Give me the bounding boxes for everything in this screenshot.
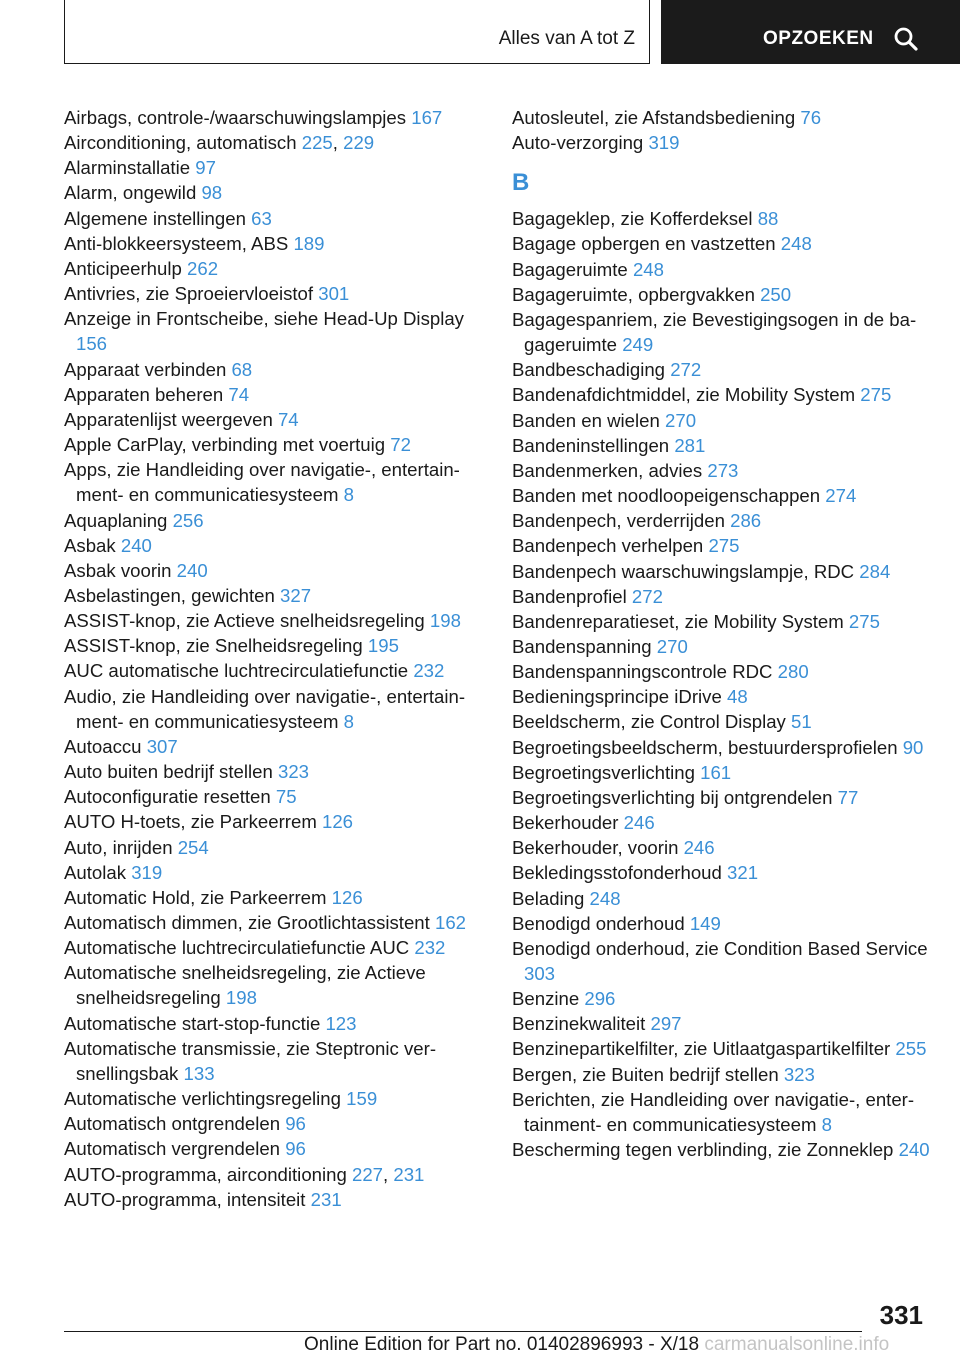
index-entry-term: Autoconfiguratie resetten [64, 786, 271, 808]
index-column-left [64, 105, 484, 1212]
index-entry [64, 860, 484, 885]
page-link[interactable]: 8 [343, 484, 354, 506]
index-entry [64, 658, 484, 683]
index-entry-term: Automatic Hold, zie Parkeerrem [64, 886, 327, 908]
index-entry [512, 584, 932, 609]
index-entry [64, 306, 484, 356]
index-entry-term: Bekerhouder, voorin [512, 837, 679, 859]
page-link[interactable]: 161 [700, 761, 732, 783]
index-entry-term: Asbak voorin [64, 559, 172, 581]
index-entry [64, 633, 484, 658]
index-entry-term: Begroetingsverlichting [512, 761, 695, 783]
index-entry-term: Benzine [512, 988, 580, 1010]
page-link[interactable]: 248 [780, 233, 812, 255]
page-link[interactable]: 227 [351, 1163, 384, 1185]
index-entry [64, 357, 484, 382]
footer-edition [304, 1334, 889, 1356]
index-entry [512, 860, 932, 885]
index-entry [512, 105, 932, 130]
index-entry-term: Automatische transmissie, zie Steptronic versnellingsbak [64, 1037, 437, 1084]
index-entry-term: Bandenspanningscontrole RDC [512, 661, 773, 683]
page-link[interactable]: 274 [825, 485, 857, 507]
index-entry-term: Anticipeerhulp [64, 257, 182, 279]
index-entry [512, 257, 932, 282]
page-link[interactable]: 48 [726, 686, 748, 708]
page-link[interactable]: 273 [707, 459, 739, 481]
page-link[interactable]: 74 [228, 383, 250, 405]
index-entry-term: Bagageruimte, opbergvakken [512, 283, 755, 305]
page-link[interactable]: 286 [730, 510, 762, 532]
page-link[interactable]: 297 [650, 1013, 682, 1035]
page-link[interactable]: 281 [674, 434, 706, 456]
index-entry-term: Audio, zie Handleiding over navigatie-, entertainment- en communicatiesysteem [64, 685, 466, 732]
page-link[interactable]: 232 [413, 660, 445, 682]
index-entry [512, 684, 932, 709]
index-entry-term: Bandenreparatieset, zie Mobility System [512, 610, 844, 632]
index-entry-term: Asbelastingen, gewichten [64, 584, 275, 606]
page-link[interactable]: 51 [791, 711, 812, 733]
page-link[interactable]: 272 [670, 359, 702, 381]
index-entry-term: Apparaten beheren [64, 383, 224, 405]
index-entry [512, 609, 932, 634]
page-link[interactable]: 232 [414, 937, 446, 959]
page-link[interactable]: 275 [708, 535, 740, 557]
page-link[interactable]: 296 [584, 988, 616, 1010]
letter-heading: B [512, 169, 530, 197]
page-link[interactable]: 275 [848, 610, 880, 632]
index-entry-term: Bandenpech verhelpen [512, 535, 704, 557]
index-entry-term: Bedieningsprincipe iDrive [512, 686, 722, 708]
index-entry [512, 760, 932, 785]
index-entry-term: Bandenpech waarschuwingslampje, RDC [512, 560, 855, 582]
page-link[interactable]: 272 [631, 585, 663, 607]
index-entry-term: Banden met noodloopeigenschappen [512, 485, 821, 507]
index-entry [512, 1137, 932, 1162]
index-entry-term: Bekerhouder [512, 812, 619, 834]
index-entry [512, 1011, 932, 1036]
page-separator: , [383, 1163, 389, 1185]
index-entry [64, 432, 484, 457]
index-entry [64, 206, 484, 231]
index-entry-term: ASSIST-knop, zie Snelheidsregeling [64, 635, 363, 657]
page-link[interactable]: 248 [632, 258, 664, 280]
index-entry [64, 1187, 484, 1212]
tab-index-a-to-z[interactable] [64, 0, 650, 64]
index-entry [512, 206, 932, 231]
index-entry [64, 910, 484, 935]
page-link[interactable]: 323 [277, 761, 310, 783]
page-link[interactable]: 195 [367, 635, 399, 657]
page-link[interactable]: 198 [429, 610, 461, 632]
index-entry [64, 130, 484, 155]
index-entry [64, 1086, 484, 1111]
index-entry-term: Airbags, controle-/waarschuwingslampjes [64, 107, 407, 128]
index-entry-term: Anti-blokkeersysteem, ABS [64, 232, 289, 254]
search-icon [893, 26, 919, 52]
index-entry [64, 180, 484, 205]
page-link[interactable]: 126 [321, 811, 354, 833]
index-entry [512, 634, 932, 659]
index-entry-term: Bagageklep, zie Kofferdeksel [512, 208, 753, 230]
page-link[interactable]: 149 [689, 912, 721, 934]
index-entry-term: AUC automatische luchtrecirculatiefunctie [64, 660, 409, 682]
page-link[interactable]: 270 [665, 409, 697, 431]
index-entry-term: Benodigd onderhoud [512, 912, 685, 934]
index-entry [64, 407, 484, 432]
index-entry-term: Asbak [64, 534, 116, 556]
index-entry-term: Bergen, zie Buiten bedrijf stellen [512, 1063, 779, 1085]
page-link[interactable]: 126 [331, 886, 363, 908]
page-link[interactable]: 284 [859, 560, 891, 582]
tab-search[interactable] [661, 0, 960, 64]
page-link[interactable]: 68 [231, 358, 253, 380]
index-entry-term: Automatische luchtrecirculatiefunctie AUC [64, 937, 410, 959]
index-entry [64, 1036, 484, 1086]
index-entry [64, 508, 484, 533]
page-link[interactable]: 159 [346, 1088, 378, 1110]
page-link[interactable]: 96 [285, 1138, 306, 1160]
index-entry-term: Auto buiten bedrijf stellen [64, 761, 273, 783]
page-link[interactable]: 231 [310, 1188, 342, 1210]
page-link[interactable]: 327 [280, 584, 312, 606]
page-link[interactable]: 249 [622, 334, 654, 356]
index-entry [512, 911, 932, 936]
index-entry-term: Automatische start-stop-functie [64, 1012, 321, 1034]
page-link[interactable]: 189 [293, 232, 325, 254]
index-entry [64, 155, 484, 180]
page-link[interactable]: 76 [800, 107, 822, 128]
page-link[interactable]: 270 [656, 635, 688, 657]
index-entry-term: Benzinekwaliteit [512, 1013, 646, 1035]
index-entry-term: AUTO H-toets, zie Parkeerrem [64, 811, 317, 833]
page-link[interactable]: 133 [183, 1062, 215, 1084]
index-entry [512, 483, 932, 508]
index-entry-term: Apps, zie Handleiding over navigatie-, entertainment- en communicatiesysteem [64, 459, 460, 506]
index-entry [64, 533, 484, 558]
page-link[interactable]: 323 [783, 1063, 815, 1085]
page-link[interactable]: 256 [172, 509, 204, 531]
index-entry-term: Automatische verlichtingsregeling [64, 1088, 341, 1110]
page-link[interactable]: 231 [393, 1163, 425, 1185]
index-entry-term: Benzinepartikelfilter, zie Uitlaatgaspartikelfilter [512, 1038, 891, 1060]
footer-divider [64, 1331, 862, 1332]
index-entry [64, 835, 484, 860]
index-entry [64, 960, 484, 1010]
index-entry [512, 231, 932, 256]
page-link[interactable]: 63 [251, 207, 272, 229]
tab-search-label: OPZOEKEN [763, 28, 874, 49]
index-entry [512, 936, 932, 986]
index-entry-term: Automatisch dimmen, zie Grootlichtassistent [64, 912, 430, 933]
page-link[interactable]: 248 [589, 887, 621, 909]
index-entry [512, 533, 932, 558]
index-entry-term: Bagage opbergen en vastzetten [512, 233, 776, 255]
index-entry [64, 885, 484, 910]
page-link[interactable]: 319 [648, 132, 680, 154]
index-entry [512, 835, 932, 860]
index-entry-term: Auto-verzorging [512, 132, 644, 154]
index-entry [512, 458, 932, 483]
index-entry [512, 408, 932, 433]
page-link[interactable]: 240 [898, 1139, 930, 1161]
index-entry [512, 886, 932, 911]
page-link[interactable]: 97 [195, 157, 216, 179]
page-link[interactable]: 255 [895, 1038, 927, 1060]
index-column-right [512, 105, 932, 1162]
page-link[interactable]: 225 [301, 132, 333, 154]
index-entry [64, 759, 484, 784]
page-number: 331 [879, 1300, 923, 1330]
index-entry-term: Bandbeschadiging [512, 359, 666, 381]
index-entry [512, 1062, 932, 1087]
index-entry-term: Apple CarPlay, verbinding met voertuig [64, 434, 386, 456]
index-entry [512, 130, 932, 155]
index-entry-term: ASSIST-knop, zie Actieve snelheidsregeling [64, 610, 425, 632]
index-entry [512, 986, 932, 1011]
page-link[interactable]: 321 [727, 862, 759, 884]
index-entry-term: Auto, inrijden [64, 836, 173, 858]
index-entry-term: Begroetingsverlichting bij ontgrendelen [512, 786, 833, 808]
footer-watermark: carmanualsonline.info [704, 1334, 890, 1355]
index-entry [64, 256, 484, 281]
index-entry-term: Anzeige in Frontscheibe, siehe Head-Up Display [64, 308, 464, 330]
index-entry [64, 558, 484, 583]
index-entry-term: Begroetingsbeeldscherm, bestuurdersprofielen [512, 736, 898, 758]
index-entry-term: Algemene instellingen [64, 207, 246, 229]
index-entry [512, 785, 932, 810]
page-link[interactable]: 262 [187, 257, 219, 279]
page-link[interactable]: 98 [201, 182, 223, 204]
index-entry [64, 1011, 484, 1036]
index-entry-term: Bandenpech, verderrijden [512, 510, 725, 532]
index-entry-term: Bescherming tegen verblinding, zie Zonneklep [512, 1139, 894, 1161]
index-entry [64, 784, 484, 809]
page-link[interactable]: 74 [277, 408, 299, 430]
index-entry-term: AUTO-programma, airconditioning [64, 1163, 347, 1185]
index-entry [64, 684, 484, 734]
index-entry-term: Antivries, zie Sproeiervloeistof [64, 283, 314, 305]
page-link[interactable]: 162 [435, 912, 467, 933]
index-entry [512, 307, 932, 357]
index-entry-term: Bandenspanning [512, 635, 652, 657]
page-link[interactable]: 307 [146, 735, 178, 757]
index-entry-term: Autosleutel, zie Afstandsbediening [512, 107, 796, 128]
page-link[interactable]: 246 [683, 837, 715, 859]
index-entry-term: Belading [512, 887, 585, 909]
index-entry [64, 105, 484, 130]
index-entry-term: Automatisch ontgrendelen [64, 1113, 281, 1135]
index-entry-term: Benodigd onderhoud, zie Condition Based Service [512, 937, 928, 959]
page-link[interactable]: 198 [225, 987, 257, 1009]
page-link[interactable]: 72 [390, 434, 411, 456]
index-entry-term: Bekledingsstofonderhoud [512, 862, 722, 884]
index-entry-term: Apparaat verbinden [64, 358, 227, 380]
index-entry [64, 809, 484, 834]
index-entry [512, 659, 932, 684]
index-entry [512, 382, 932, 407]
index-entry-term: Bandenmerken, advies [512, 459, 703, 481]
index-entry-term: Bandenprofiel [512, 585, 627, 607]
page-link[interactable]: 75 [275, 786, 297, 808]
page-link[interactable]: 8 [821, 1113, 832, 1135]
index-entry [64, 231, 484, 256]
index-entry [64, 281, 484, 306]
index-entry-term: Bagageruimte [512, 258, 628, 280]
index-entry [512, 1036, 932, 1061]
page-link[interactable]: 246 [623, 812, 655, 834]
index-entry-term: Banden en wielen [512, 409, 660, 431]
index-entry [64, 734, 484, 759]
page-link[interactable]: 88 [757, 208, 779, 230]
index-entry [512, 810, 932, 835]
page-link[interactable]: 123 [325, 1012, 357, 1034]
index-entry-term: Alarm, ongewild [64, 182, 197, 204]
index-entry [512, 559, 932, 584]
page-link[interactable]: 303 [524, 963, 556, 984]
page-link[interactable]: 90 [902, 736, 924, 758]
index-entry [512, 709, 932, 734]
index-entry [64, 382, 484, 407]
page-link[interactable]: 156 [76, 333, 108, 355]
index-entry-term: Beeldscherm, zie Control Display [512, 711, 786, 733]
footer-edition-text: Online Edition for Part no. 01402896993 - X/18 [304, 1334, 700, 1355]
index-entry-term: Aquaplaning [64, 509, 168, 531]
page-link[interactable]: 240 [176, 559, 208, 581]
page-link[interactable]: 8 [343, 710, 354, 732]
index-entry-term: Bagagespanriem, zie Bevestigingsogen in de bagageruimte [512, 308, 917, 356]
page-link[interactable]: 254 [177, 836, 209, 858]
tab-index-label: Alles van A tot Z [498, 28, 635, 49]
index-entry-term: AUTO-programma, intensiteit [64, 1188, 306, 1210]
index-entry [512, 433, 932, 458]
page-link[interactable]: 301 [318, 283, 350, 305]
index-entry-term: Autolak [64, 861, 127, 883]
page-link[interactable]: 275 [860, 384, 892, 406]
index-entry-term: Airconditioning, automatisch [64, 132, 297, 154]
index-entry [64, 1111, 484, 1136]
index-entry [64, 583, 484, 608]
index-entry-term: Bandeninstellingen [512, 434, 670, 456]
page-link[interactable]: 229 [343, 132, 375, 154]
page-link[interactable]: 280 [777, 661, 809, 683]
index-entry [512, 1087, 932, 1137]
index-entry [512, 357, 932, 382]
index-entry [512, 735, 932, 760]
index-entry [512, 282, 932, 307]
page-link[interactable]: 167 [411, 107, 443, 128]
page-link[interactable]: 77 [837, 786, 859, 808]
index-entry [64, 457, 484, 507]
page-link[interactable]: 250 [760, 283, 792, 305]
index-entry-term: Bandenafdichtmiddel, zie Mobility System [512, 384, 856, 406]
page-link[interactable]: 319 [131, 861, 163, 883]
index-entry [512, 508, 932, 533]
index-entry-term: Autoaccu [64, 735, 142, 757]
index-entry-term: Automatische snelheidsregeling, zie Actieve snelheidsregeling [64, 962, 426, 1009]
index-entry [64, 1162, 484, 1187]
page-link[interactable]: 240 [120, 534, 152, 556]
index-entry-term: Berichten, zie Handleiding over navigatie-, entertainment- en communicatiesysteem [512, 1088, 915, 1135]
index-entry [64, 608, 484, 633]
page-separator: , [332, 132, 338, 154]
index-entry-term: Automatisch vergrendelen [64, 1138, 281, 1160]
index-entry-term: Alarminstallatie [64, 157, 191, 179]
index-entry-term: Apparatenlijst weergeven [64, 408, 273, 430]
page-link[interactable]: 96 [285, 1113, 306, 1135]
index-entry [64, 935, 484, 960]
index-entry [64, 1136, 484, 1161]
